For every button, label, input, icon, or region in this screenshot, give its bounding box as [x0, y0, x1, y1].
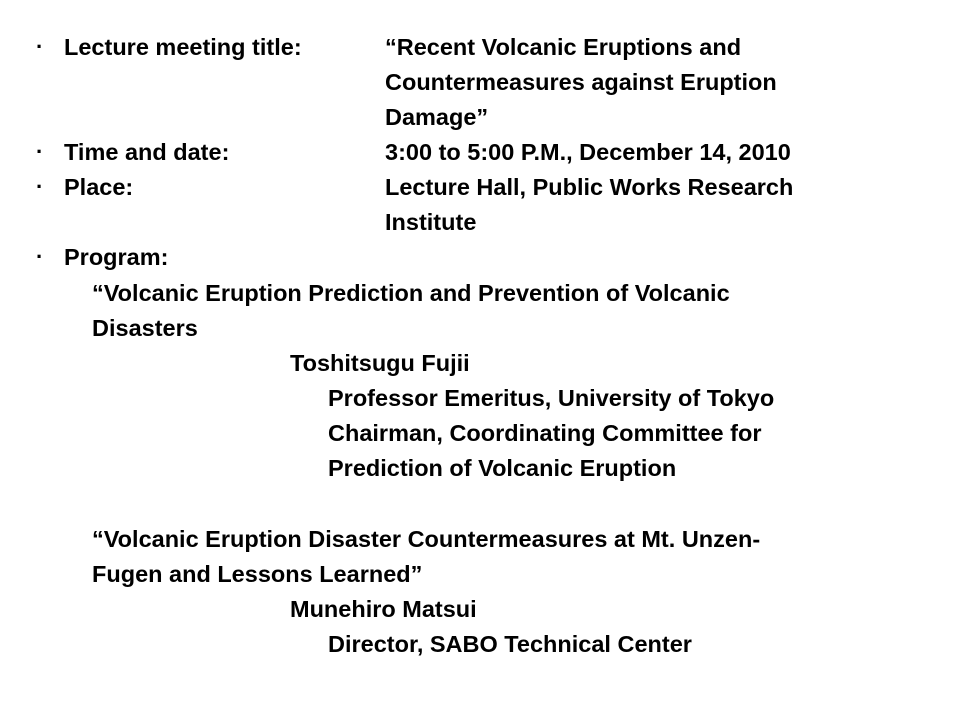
- talk2-title-line-2: Fugen and Lessons Learned”: [92, 561, 423, 587]
- place-line-2: Institute: [385, 209, 477, 235]
- bullet-place: ·: [36, 174, 44, 199]
- talk2-affiliation-1: Director, SABO Technical Center: [328, 631, 692, 657]
- time-date-label: Time and date:: [64, 139, 230, 165]
- talk1-title-line-2: Disasters: [92, 315, 198, 341]
- talk1-title-line-1: “Volcanic Eruption Prediction and Prevention of Volcanic: [92, 280, 730, 306]
- talk1-affiliation-3: Prediction of Volcanic Eruption: [328, 455, 677, 481]
- bullet-title: ·: [36, 34, 44, 59]
- meeting-title-line-3: Damage”: [385, 104, 489, 130]
- place-line-1: Lecture Hall, Public Works Research: [385, 174, 794, 200]
- talk2-title-line-1: “Volcanic Eruption Disaster Countermeasures at Mt. Unzen-: [92, 526, 761, 552]
- talk1-affiliation-2: Chairman, Coordinating Committee for: [328, 420, 762, 446]
- bullet-time: ·: [36, 139, 44, 164]
- bullet-program: ·: [36, 244, 44, 269]
- meeting-title-line-2: Countermeasures against Eruption: [385, 69, 777, 95]
- meeting-title-line-1: “Recent Volcanic Eruptions and: [385, 34, 742, 60]
- talk2-speaker: Munehiro Matsui: [290, 596, 477, 622]
- talk1-affiliation-1: Professor Emeritus, University of Tokyo: [328, 385, 775, 411]
- time-date-value: 3:00 to 5:00 P.M., December 14, 2010: [385, 139, 791, 165]
- place-label: Place:: [64, 174, 134, 200]
- talk1-speaker: Toshitsugu Fujii: [290, 350, 470, 376]
- program-label: Program:: [64, 244, 169, 270]
- meeting-title-label: Lecture meeting title:: [64, 34, 302, 60]
